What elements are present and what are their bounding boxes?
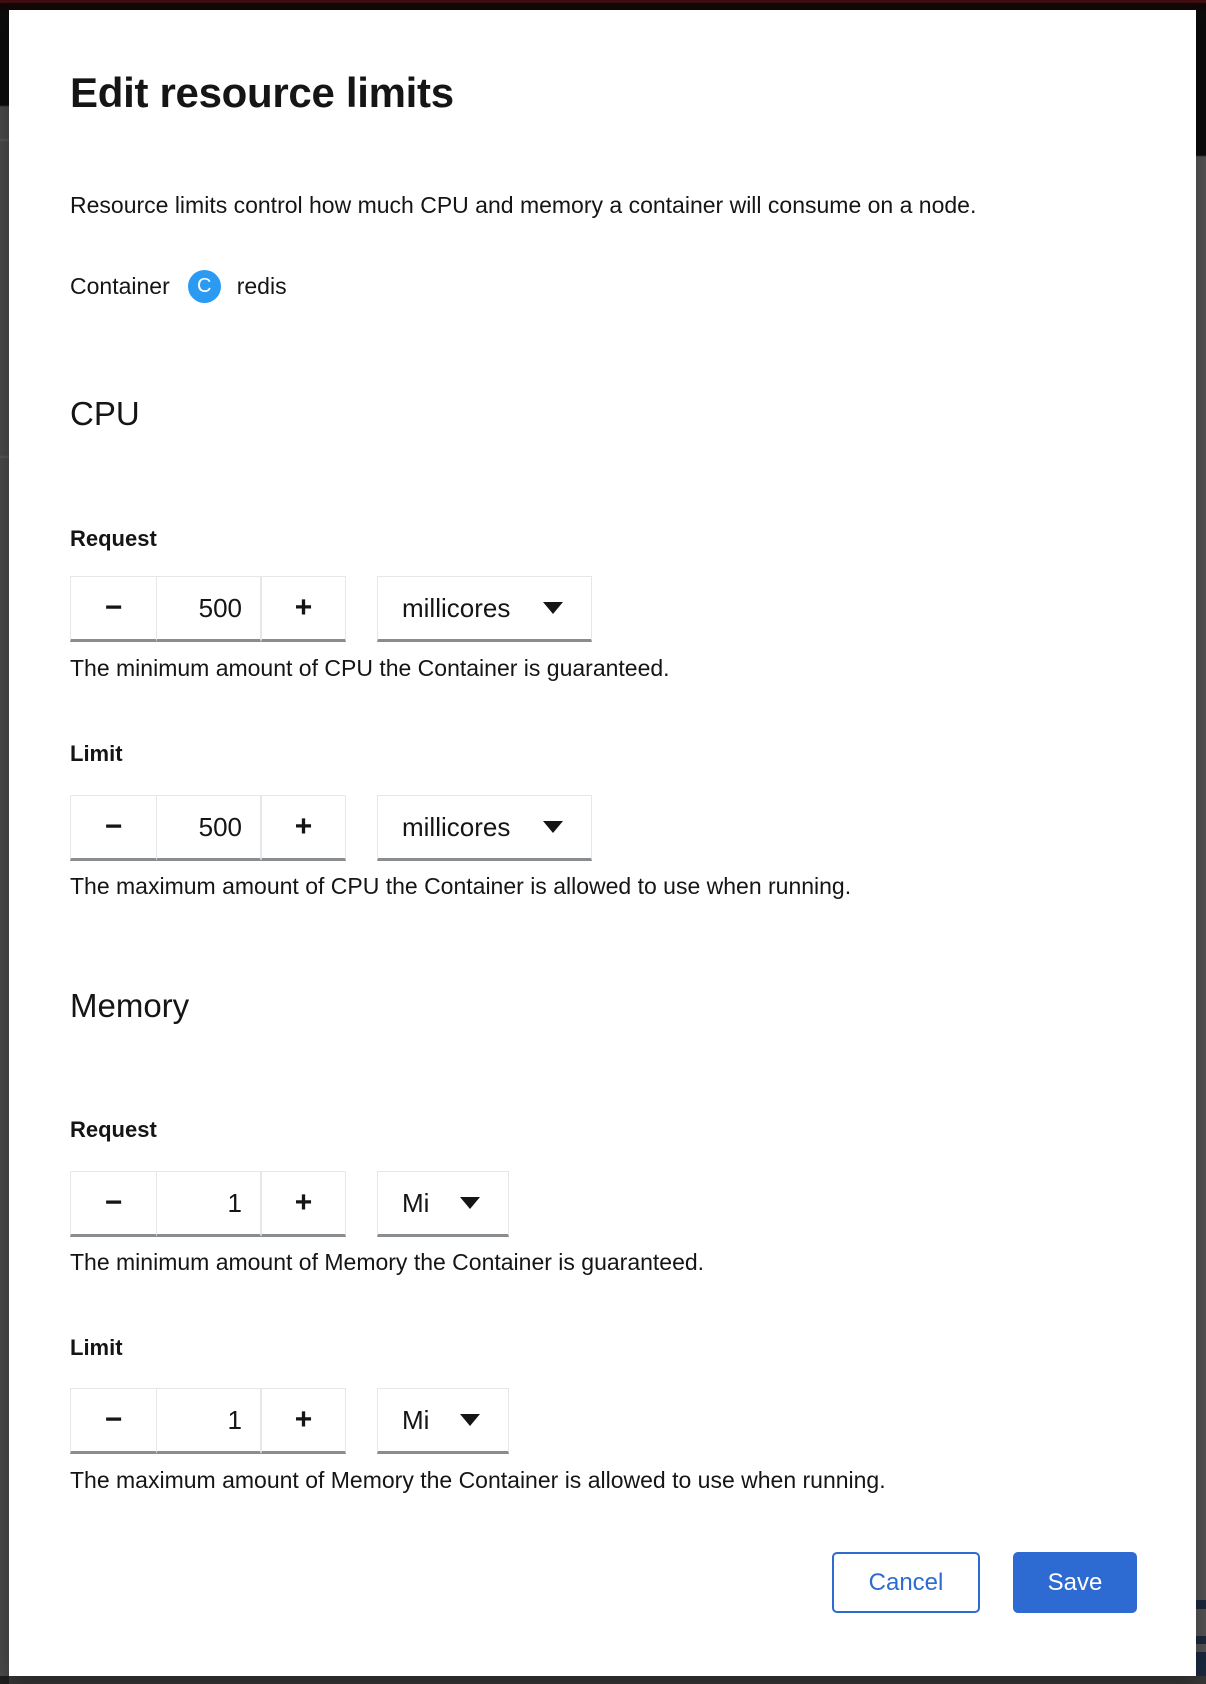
plus-icon: +: [294, 1186, 313, 1219]
modal-title: Edit resource limits: [70, 69, 454, 116]
memory-limit-label: Limit: [70, 1335, 123, 1360]
memory-request-decrement-button[interactable]: [70, 1171, 157, 1237]
cpu-limit-unit-select[interactable]: [377, 795, 592, 861]
cpu-request-unit-value: millicores: [402, 592, 511, 623]
container-label: Container: [70, 272, 170, 299]
backdrop-fragment: [1196, 1636, 1206, 1644]
container-name: redis: [236, 272, 287, 299]
memory-limit-unit-value: Mi: [402, 1404, 430, 1435]
save-button[interactable]: Save: [1013, 1552, 1137, 1613]
cpu-limit-decrement-button[interactable]: [70, 795, 157, 861]
memory-request-helper-text: The minimum amount of Memory the Container is guaranteed.: [70, 1249, 705, 1275]
cancel-button[interactable]: Cancel: [832, 1552, 980, 1613]
cpu-limit-label: Limit: [70, 741, 123, 766]
caret-down-icon: [543, 602, 563, 614]
memory-request-input-group: [70, 1171, 509, 1237]
cpu-limit-unit-value: millicores: [402, 811, 511, 842]
memory-limit-input-group: [70, 1388, 509, 1454]
memory-limit-helper-text: The maximum amount of Memory the Container is allowed to use when running.: [70, 1467, 886, 1493]
minus-icon: −: [104, 1403, 123, 1436]
cpu-request-input-group: [70, 576, 592, 642]
backdrop-bottom-strip: [0, 1676, 1206, 1684]
backdrop-left-strip: [0, 10, 9, 1676]
cpu-request-decrement-button[interactable]: [70, 576, 157, 642]
plus-icon: +: [294, 1403, 313, 1436]
plus-icon: +: [294, 810, 313, 843]
cpu-request-label: Request: [70, 526, 157, 551]
memory-limit-decrement-button[interactable]: [70, 1388, 157, 1454]
section-heading-cpu: CPU: [70, 395, 140, 432]
minus-icon: −: [104, 810, 123, 843]
caret-down-icon: [460, 1414, 480, 1426]
memory-request-unit-select[interactable]: [377, 1171, 509, 1237]
caret-down-icon: [543, 821, 563, 833]
cpu-limit-input-group: [70, 795, 592, 861]
section-heading-memory: Memory: [70, 987, 190, 1024]
backdrop-right-strip: [1196, 10, 1206, 1676]
backdrop-masthead: [0, 0, 1206, 10]
cpu-request-increment-button[interactable]: [261, 576, 346, 642]
memory-limit-unit-select[interactable]: [377, 1388, 509, 1454]
container-row: [70, 266, 287, 306]
minus-icon: −: [104, 1186, 123, 1219]
modal-description: Resource limits control how much CPU and memory a container will consume on a node.: [70, 192, 977, 218]
memory-request-label: Request: [70, 1117, 157, 1142]
container-kind-badge: C: [188, 270, 221, 303]
plus-icon: +: [294, 591, 313, 624]
memory-request-unit-value: Mi: [402, 1187, 430, 1218]
minus-icon: −: [104, 591, 123, 624]
cpu-request-value-input[interactable]: [156, 576, 261, 642]
backdrop-fragment: [1196, 1652, 1206, 1676]
memory-request-value-input[interactable]: [156, 1171, 261, 1237]
backdrop-fragment: [1196, 1600, 1206, 1609]
cpu-limit-increment-button[interactable]: [261, 795, 346, 861]
caret-down-icon: [460, 1197, 480, 1209]
memory-limit-increment-button[interactable]: [261, 1388, 346, 1454]
cpu-limit-helper-text: The maximum amount of CPU the Container is allowed to use when running.: [70, 873, 852, 899]
memory-request-increment-button[interactable]: [261, 1171, 346, 1237]
memory-limit-value-input[interactable]: [156, 1388, 261, 1454]
cpu-request-unit-select[interactable]: [377, 576, 592, 642]
cpu-limit-value-input[interactable]: [156, 795, 261, 861]
edit-resource-limits-modal: [9, 10, 1196, 1676]
cpu-request-helper-text: The minimum amount of CPU the Container is guaranteed.: [70, 655, 670, 681]
